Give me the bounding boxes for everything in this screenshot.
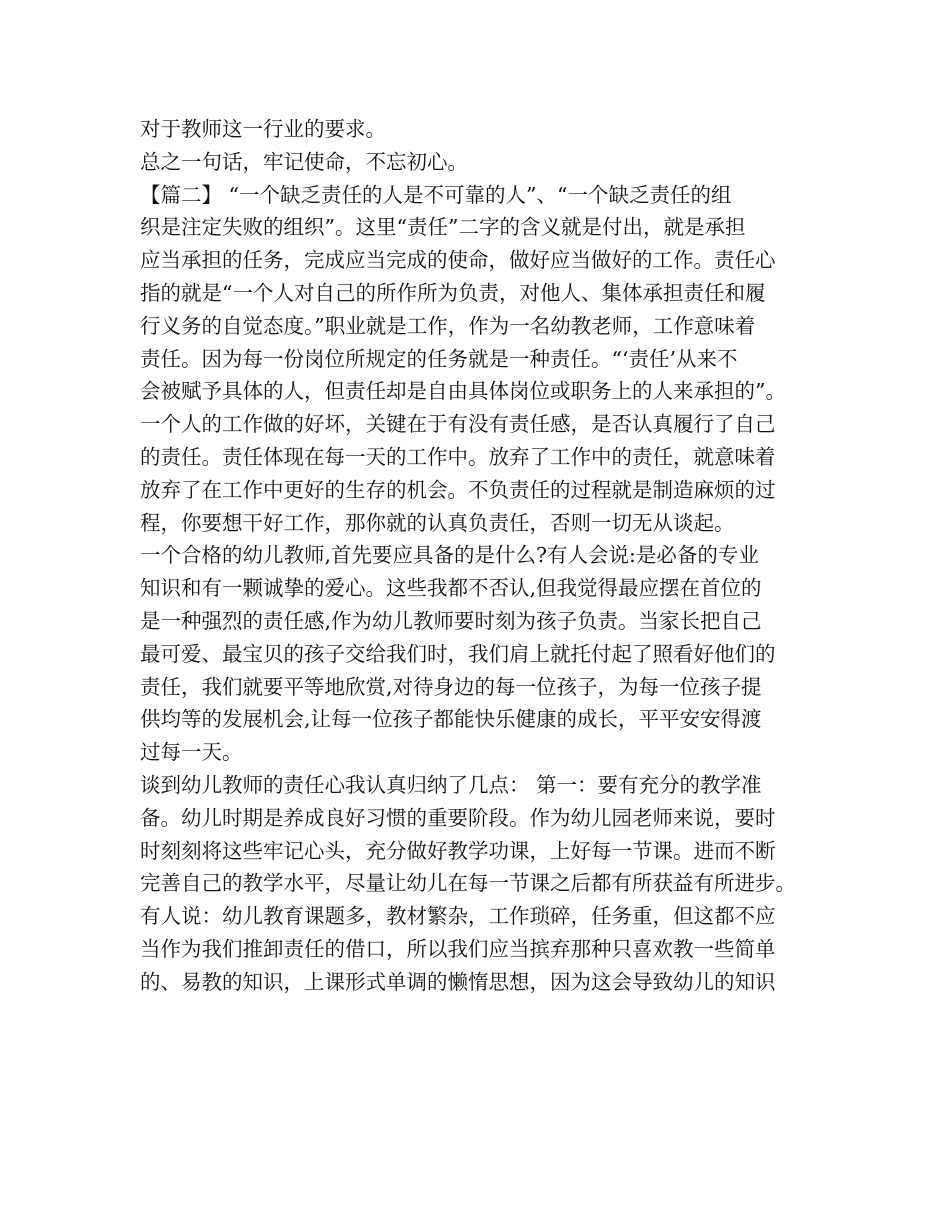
text-line: 谈到幼儿教师的责任心我认真归纳了几点： 第一：要有充分的教学准	[140, 772, 762, 797]
text-line: 对于教师这一行业的要求。	[140, 117, 386, 141]
text-line: 应当承担的任务，完成应当完成的使命，做好应当做好的工作。责任心	[140, 248, 776, 273]
text-line: 一个人的工作做的好坏，关键在于有没有责任感，是否认真履行了自己	[140, 412, 776, 437]
text-line: 完善自己的教学水平，尽量让幼儿在每一节课之后都有所获益有所进步。	[140, 871, 796, 896]
text-line: 会被赋予具体的人，但责任却是自由具体岗位或职务上的人来承担的”。	[140, 379, 786, 404]
text-line: 程，你要想干好工作，那你就的认真负责任，否则一切无从谈起。	[140, 510, 735, 535]
text-line: 指的就是“一个人对自己的所作所为负责，对他人、集体承担责任和履	[140, 280, 766, 305]
text-line: 有人说：幼儿教育课题多，教材繁杂，工作琐碎，任务重，但这都不应	[140, 904, 776, 929]
text-line: 【篇二】 “一个缺乏责任的人是不可靠的人”、“一个缺乏责任的组	[140, 182, 732, 207]
text-line: 供均等的发展机会,让每一位孩子都能快乐健康的成长，平平安安得渡	[140, 707, 762, 732]
text-line: 知识和有一颗诚挚的爱心。这些我都不否认,但我觉得最应摆在首位的	[140, 576, 762, 601]
text-line: 当作为我们推卸责任的借口，所以我们应当摈弃那种只喜欢教一些简单	[140, 936, 776, 961]
text-line: 放弃了在工作中更好的生存的机会。不负责任的过程就是制造麻烦的过	[140, 477, 776, 502]
text-line: 的、易教的知识，上课形式单调的懒惰思想，因为这会导致幼儿的知识	[140, 969, 776, 994]
text-line: 最可爱、最宝贝的孩子交给我们时，我们肩上就托付起了照看好他们的	[140, 641, 776, 666]
text-line: 织是注定失败的组织”。这里“责任”二字的含义就是付出，就是承担	[140, 215, 746, 240]
text-line: 行义务的自觉态度。”职业就是工作，作为一名幼教老师，工作意味着	[140, 313, 756, 338]
text-line: 时刻刻将这些牢记心头，充分做好教学功课，上好每一节课。进而不断	[140, 838, 776, 863]
text-line: 的责任。责任体现在每一天的工作中。放弃了工作中的责任，就意味着	[140, 444, 776, 469]
text-line: 责任。因为每一份岗位所规定的任务就是一种责任。“‘责任’从来不	[140, 346, 738, 371]
text-line: 是一种强烈的责任感,作为幼儿教师要时刻为孩子负责。当家长把自己	[140, 608, 762, 633]
text-line: 过每一天。	[140, 740, 243, 765]
body-text	[140, 113, 840, 999]
text-line: 备。幼儿时期是养成良好习惯的重要阶段。作为幼儿园老师来说，要时	[140, 805, 776, 830]
text-line: 总之一句话，牢记使命，不忘初心。	[140, 149, 468, 174]
text-line: 一个合格的幼儿教师,首先要应具备的是什么?有人会说:是必备的专业	[140, 543, 759, 568]
text-line: 责任，我们就要平等地欣赏,对待身边的每一位孩子，为每一位孩子提	[140, 674, 762, 699]
